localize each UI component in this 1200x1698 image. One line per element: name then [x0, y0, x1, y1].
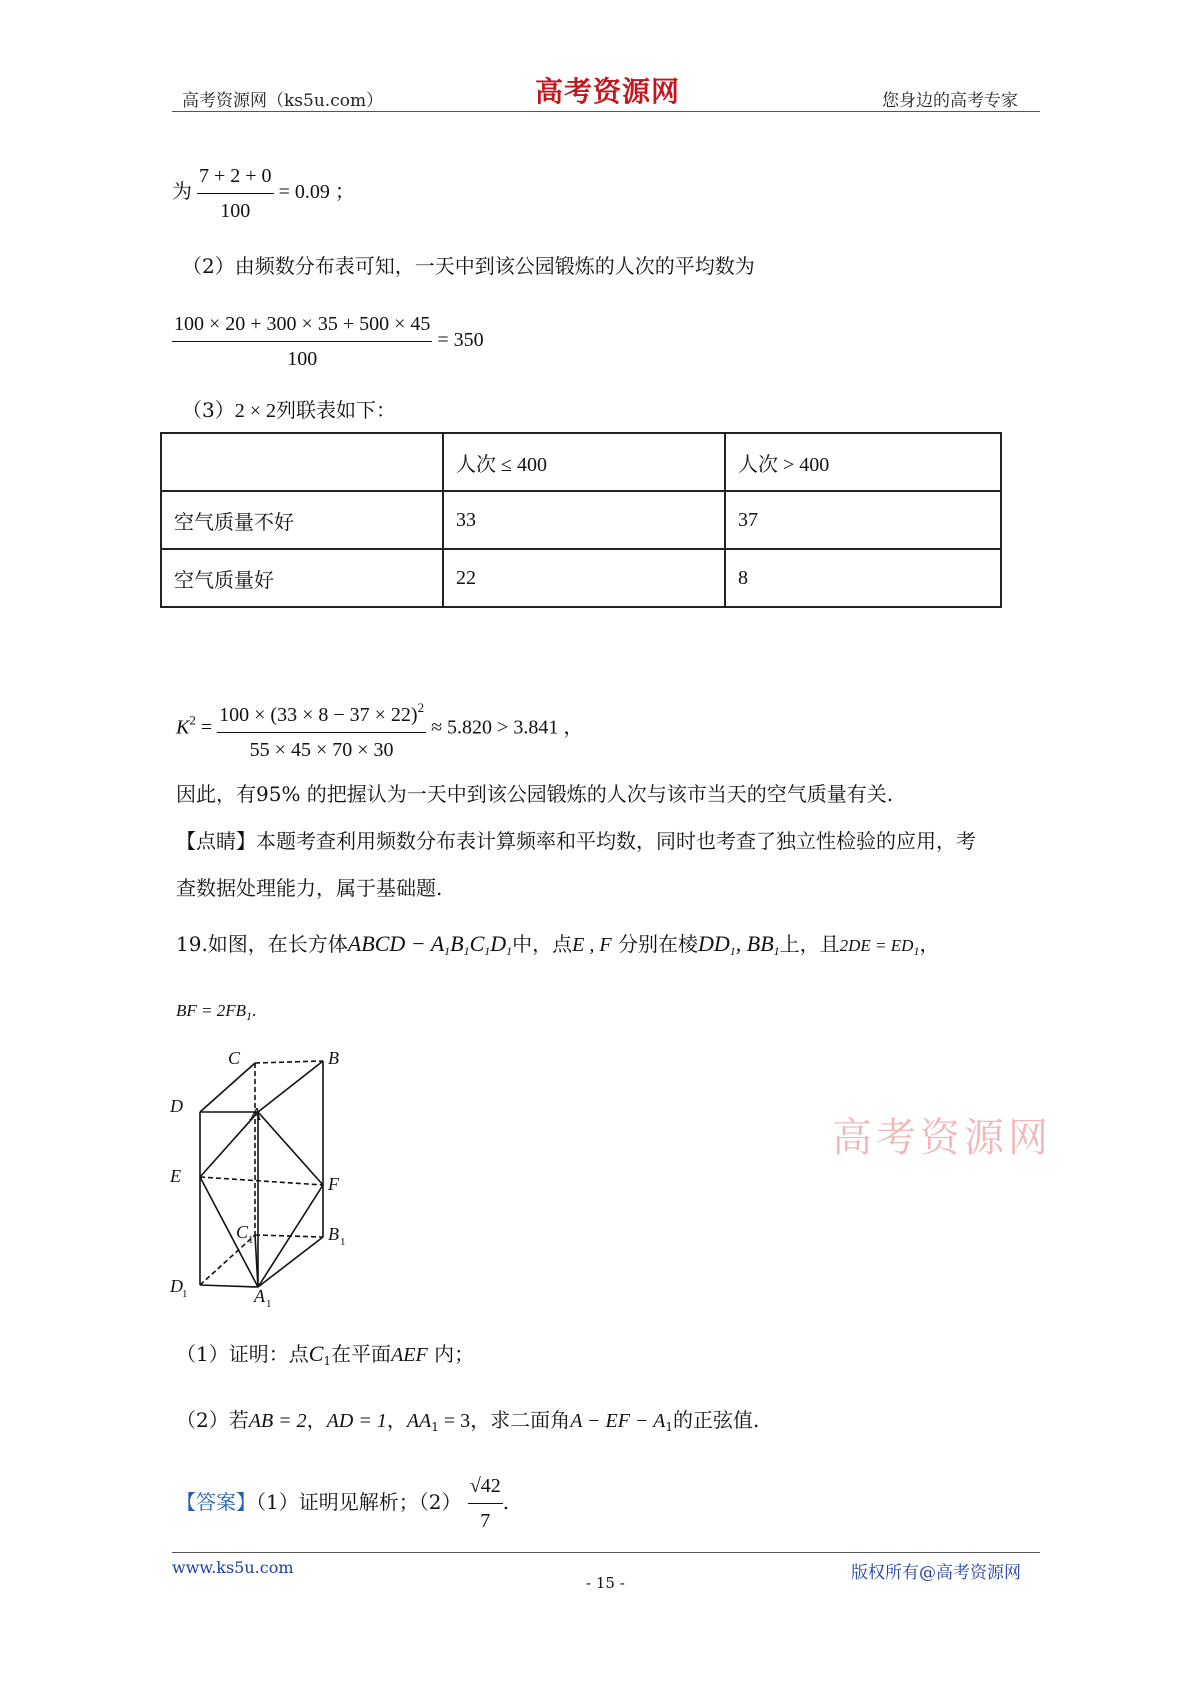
table-cell: 人次 ≤ 400 — [443, 433, 725, 491]
q19-line — [176, 930, 939, 965]
q19-mid2: 分别在棱 — [617, 932, 698, 956]
label-D1-sub: 1 — [182, 1288, 188, 1300]
mean-formula-line — [172, 310, 484, 373]
answer-text: （1）证明见解析；（2） — [256, 1490, 462, 1514]
part1-line — [176, 1340, 474, 1375]
table-row — [161, 549, 1001, 607]
line4-suffix: 列联表如下： — [276, 398, 397, 422]
freq-result-line — [172, 162, 355, 225]
part1-prefix: （1）证明：点 — [176, 1342, 309, 1366]
line1-prefix: 为 — [172, 181, 192, 204]
q19-mid: 中，点 — [512, 932, 573, 956]
k2-num-a: 100 × — [219, 704, 271, 726]
fraction-denominator: 100 — [197, 193, 274, 225]
q19-s4: 1 — [506, 944, 513, 958]
table-cell: 22 — [443, 549, 725, 607]
fraction-denominator: 7 — [468, 1503, 503, 1535]
q19-end: ， — [919, 932, 940, 956]
part2-aas: 1 — [431, 1420, 439, 1434]
q19-bbs: 1 — [773, 944, 780, 958]
label-A1-sub: 1 — [266, 1298, 272, 1310]
q19-conds: 1 — [913, 944, 920, 958]
fraction-numerator — [217, 694, 426, 732]
dianjing-line-2: 查数据处理能力，属于基础题. — [176, 876, 443, 900]
part2-angle: A − EF − A — [570, 1410, 666, 1432]
table-cell: 人次 > 400 — [725, 433, 1001, 491]
q19-s2: 1 — [463, 944, 470, 958]
line4-prefix: （3） — [182, 398, 235, 422]
part2-line — [176, 1406, 759, 1441]
q19-comma: , — [735, 931, 747, 956]
line1-rest: = 0.09 ； — [278, 181, 355, 204]
fraction — [217, 694, 426, 764]
answer-line — [176, 1472, 509, 1535]
q19-line2-sub: 1 — [246, 1009, 253, 1023]
part1-end: 内； — [434, 1342, 475, 1366]
table-cell: 8 — [725, 549, 1001, 607]
q19-cond: 2DE = ED — [839, 936, 914, 955]
fraction — [197, 162, 274, 225]
part2-ad: AD = 1 — [326, 1410, 387, 1432]
part2-sep2: ， — [386, 1408, 407, 1432]
q19-dds: 1 — [729, 944, 736, 958]
label-B: B — [328, 1048, 339, 1068]
table-cell: 37 — [725, 491, 1001, 549]
fraction — [172, 310, 432, 373]
label-C: C — [228, 1048, 241, 1068]
k2-num-b: (33 × 8 − 37 × 22) — [270, 704, 418, 726]
label-C1-sub: 1 — [248, 1234, 254, 1246]
label-D: D — [170, 1096, 183, 1116]
q19-dd: DD — [697, 931, 730, 956]
k2-sup: 2 — [189, 712, 196, 728]
table-cell: 空气质量好 — [161, 549, 443, 607]
answer-end: . — [502, 1490, 510, 1514]
part1-mid: 在平面 — [331, 1342, 392, 1366]
q19-bb: BB — [746, 931, 774, 956]
header-left: 高考资源网（ks5u.com） — [182, 91, 384, 111]
line4-expr: 2 × 2 — [234, 400, 277, 422]
q19-b: B — [450, 931, 464, 956]
part2-sep1: ， — [306, 1408, 327, 1432]
label-A1: A — [254, 1286, 265, 1306]
k2-rest: ≈ 5.820 > 3.841 ， — [431, 716, 584, 739]
part1-plane: AEF — [391, 1344, 428, 1366]
table-row — [161, 491, 1001, 549]
label-E: E — [170, 1166, 181, 1186]
q19-c: C — [469, 931, 485, 956]
part2-ab: AB = 2 — [248, 1410, 307, 1432]
header-rule — [172, 111, 1040, 112]
footer-rule — [172, 1552, 1040, 1553]
header-right: 您身边的高考专家 — [882, 91, 1018, 111]
label-F: F — [328, 1174, 339, 1194]
answer-tag: 【答案】 — [176, 1490, 256, 1514]
label-D1: D — [170, 1276, 183, 1296]
cuboid-figure — [170, 1040, 370, 1320]
contingency-intro-line — [182, 396, 396, 425]
q19-a: ABCD − A — [347, 931, 445, 956]
part1-cs: 1 — [323, 1354, 332, 1368]
table-header-row — [161, 433, 1001, 491]
part2-aa-rest: = 3 — [438, 1410, 471, 1432]
k2-num-sup: 2 — [417, 700, 425, 715]
watermark: 高考资源网 — [832, 1115, 1052, 1161]
mean-intro-line: （2）由频数分布表可知，一天中到该公园锻炼的人次的平均数为 — [182, 254, 755, 278]
fraction-numerator: √42 — [469, 1475, 501, 1497]
table-cell: 33 — [443, 491, 725, 549]
label-B1-sub: 1 — [340, 1236, 346, 1248]
footer-right: 版权所有@高考资源网 — [851, 1563, 1021, 1583]
dianjing-line-1: 【点睛】本题考查利用频数分布表计算频率和平均数，同时也考查了独立性检验的应用，考 — [176, 829, 976, 853]
label-B1: B — [328, 1224, 339, 1244]
q19-line-2 — [176, 997, 256, 1030]
q19-d: D — [490, 931, 507, 956]
q19-number: 19.如图，在长方体 — [176, 932, 348, 956]
k2-symbol: K — [176, 716, 190, 739]
q19-s1: 1 — [444, 944, 451, 958]
fraction-denominator: 100 — [172, 341, 432, 373]
header-logo: 高考资源网 — [535, 75, 681, 108]
part2-end: 的正弦值. — [672, 1408, 760, 1432]
table-cell: 空气质量不好 — [161, 491, 443, 549]
q19-ef: E , F — [572, 934, 612, 956]
k2-formula-line — [176, 694, 583, 764]
conclusion-line: 因此，有95% 的把握认为一天中到该公园锻炼的人次与该市当天的空气质量有关. — [176, 782, 894, 806]
fraction-numerator: 7 + 2 + 0 — [199, 165, 272, 187]
label-C1: C — [236, 1222, 249, 1242]
table-cell — [161, 433, 443, 491]
fraction-numerator: 100 × 20 + 300 × 35 + 500 × 45 — [174, 313, 431, 335]
q19-body — [348, 931, 512, 956]
contingency-table — [160, 432, 1002, 608]
q19-line2-expr: BF = 2FB — [176, 1001, 247, 1020]
part2-aa: AA — [406, 1410, 432, 1432]
part2-angs: 1 — [665, 1420, 673, 1434]
k2-eq: = — [200, 716, 213, 739]
page-number: - 15 - — [586, 1574, 625, 1592]
answer-fraction — [468, 1472, 503, 1535]
q19-s3: 1 — [484, 944, 491, 958]
line3-rest: = 350 — [437, 329, 484, 352]
q19-mid3: 上，且 — [779, 932, 840, 956]
q19-line2-end: . — [252, 1001, 257, 1020]
part1-c: C — [308, 1341, 324, 1366]
footer-left-link[interactable]: www.ks5u.com — [172, 1558, 294, 1577]
part2-prefix: （2）若 — [176, 1408, 249, 1432]
fraction-denominator: 55 × 45 × 70 × 30 — [217, 732, 426, 764]
part2-mid: ，求二面角 — [470, 1408, 571, 1432]
label-A: A — [250, 1104, 261, 1124]
